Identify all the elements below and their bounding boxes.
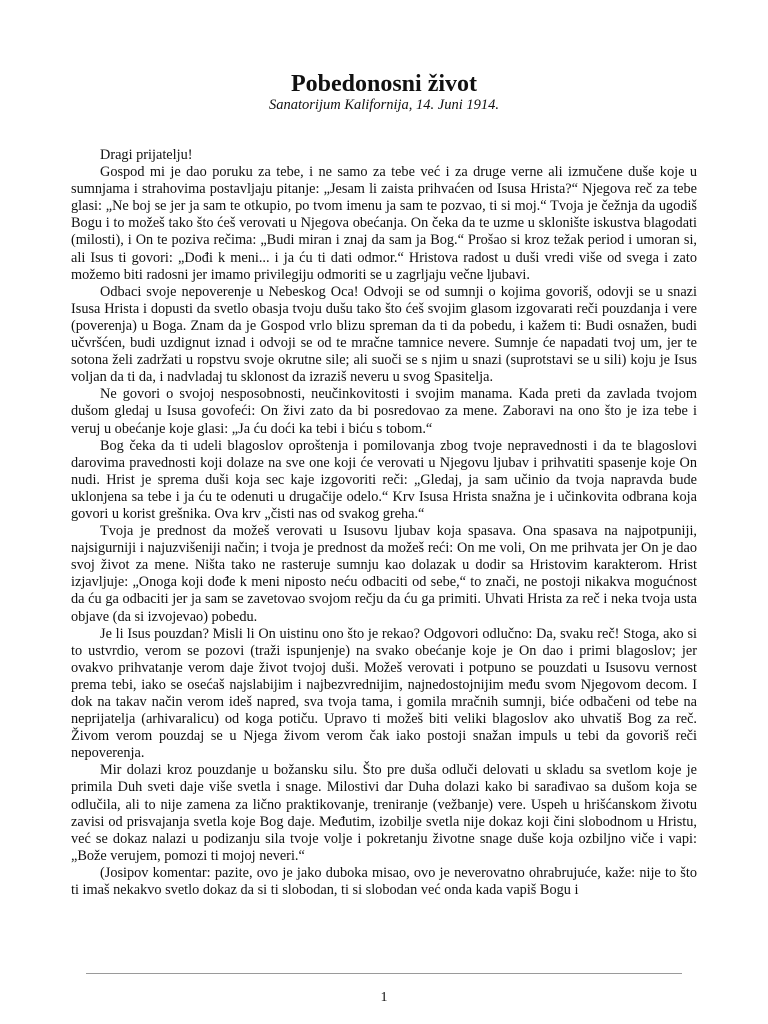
paragraph: Je li Isus pouzdan? Misli li On uistinu ono što je rekao? Odgovori odlučno: Da, svaku reč! Stoga, ako si to ustvrdio, verom se pozovi (traži ispunjenje) na svako obećanje koje je On dao i primi blagoslov; jer ovakvo prihvatanje verom daje život tvojoj duši. Možeš verovati i potpuno se pouzdati u Isusovu vernost prema tebi, iako se osećaš najslabijim i najbezvrednijim, najnedostojnijim među svom Njegovom decom. I dok na takav način verom ideš napred, sva tvoja tama, i gomila mračnih sumnji, biće odbačeni od tebe na neprijatelja (arhivaralicu) od koga potiču. Upravo ti možeš biti veliki blagoslov ako uhvatiš Bog za reč. Živom verom pouzdaj se u Njega živom verom čak iako postoji snažan impuls u tebi da govoriš reči nepoverenja. <box>71 625 697 762</box>
paragraph: Tvoja je prednost da možeš verovati u Isusovu ljubav koja spasava. Ona spasava na najpotpuniji, najsigurniji i najuzvišeniji način; i tvoja je prednost da možeš reći: On me voli, On me prihvata jer On je dao svoj život za mene. Ništa tako ne rasteruje sumnju kao dolazak u dodir sa Hristovim karakterom. Hrist izjavljuje: „Onoga koji dođe k meni niposto neću odbaciti od sebe,“ to znači, ne postoji nikakva mogućnost da ću ga odbaciti jer ja sam se zavetovao svojom rečju da ću ga primiti. Uhvati Hrista za reč i neka tvoja usta objave (da si izvojevao) pobedu. <box>71 523 697 625</box>
salutation: Dragi prijatelju! <box>100 147 193 163</box>
document-body <box>71 147 697 899</box>
paragraph: Odbaci svoje nepoverenje u Nebeskog Oca! Odvoji se od sumnji o kojima govoriš, odovji se u snazi Isusa Hrista i dopusti da svetlo obasja tvoju dušu tako što ćeš svojim glasom izgovarati reči pouzdanja i vere (poverenja) u Boga. Znam da je Gospod vrlo blizu spreman da ti da pobedu, i kažem ti: Budi osnažen, budi učvršćen, budi uzdignut iznad i odvoji se od te mračne tamnice nevere. Sumnje će napadati tvoj um, jer te sotona želi zadržati u ropstvu svoje okrutne sile; ali suoči se s njim u snazi (suprotstavi se u sili) koju je Isus voljan da ti da, i nadvladaj tu sklonost da izraziš neveru u svog Spasitelja. <box>71 283 697 386</box>
paragraph: Gospod mi je dao poruku za tebe, i ne samo za tebe već i za druge verne ali izmučene duše koje u sumnjama i strahovima postavljaju pitanje: „Jesam li zaista prihvaćen od Isusa Hrista?“ Njegova reč za tebe glasi: „Ne boj se jer ja sam te otkupio, po tvom imenu ja sam te pozvao, ti si moj.“ Tvoja je čežnja da ugodiš Bogu i to možeš tako što ćeš verovati u Njegova obećanja. On čeka da te uzme u sklonište iskustva blagodati (milosti), i On te poziva rečima: „Budi miran i znaj da sam ja Bog.“ Prošao si kroz težak period i umoran si, ali Isus ti govori: „Dođi k meni... i ja ću ti dati odmor.“ Hristova radost u duši vredi više od svega i zato možemo biti radosni jer imamo privilegiju odmoriti se u zagrljaju večne ljubavi. <box>71 164 697 283</box>
document-title: Pobedonosni život <box>290 71 478 97</box>
paragraph: Ne govori o svojoj nesposobnosti, neučinkovitosti i svojim manama. Kada preti da zavlada tvojom dušom gledaj u Isusa govofeći: On živi zato da bi posredovao za mene. Zaboravi na ono što je iza tebe i veruj u obećanje koje glasi: „Ja ću doći ka tebi i biću s tobom.“ <box>71 386 697 437</box>
paragraph: Bog čeka da ti udeli blagoslov oproštenja i pomilovanja zbog tvoje nepravednosti i da te blagoslovi darovima pravednosti koji dolaze na sve one koji će verovati u Njegovu ljubav i prihvatiti spasenje koje On nudi. Hrist je sprema duši koja sec kaje izgovoriti reči: „Gledaj, ja sam učinio da tvoja napravda bude uklonjena sa tebe i ja ću te odenuti u drugačije odelo.“ Krv Isusa Hrista snažna je i učinkovita odbrana koja govori u korist grešnika. Ova krv „čisti nas od svakog greha.“ <box>71 437 697 522</box>
paragraph: Mir dolazi kroz pouzdanje u božansku silu. Što pre duša odluči delovati u skladu sa svetlom koje je primila Duh sveti daje više svetla i snage. Milostivi dar Duha dolazi kako bi sarađivao sa dušom koja se odlučila, ali to nije zamena za lično praktikovanje, treniranje (vežbanje) vere. Uspeh u hrišćanskom životu zavisi od prisvajanja svetla koje Bog daje. Međutim, izobilje svetla nije dokaz koji čini slobodnom u Hristu, već se dokaz nalazi u podizanju sila tvoje volje i pokretanju životne snage duše koja ozbiljno viče i vapi: „Bože verujem, pomozi ti mojoj neveri.“ <box>71 762 697 864</box>
page-number: 1 <box>380 990 388 1005</box>
paragraph: (Josipov komentar: pazite, ovo je jako duboka misao, ovo je neverovatno ohrabrujuće, kaže: nije to što ti imaš nekakvo svetlo dokaz da si ti slobodan, ti si slobodan već onda kada vapiš Bogu i <box>71 864 697 899</box>
document-subtitle: Sanatorijum Kalifornija, 14. Juni 1914. <box>269 97 499 113</box>
footer-divider <box>86 973 682 974</box>
